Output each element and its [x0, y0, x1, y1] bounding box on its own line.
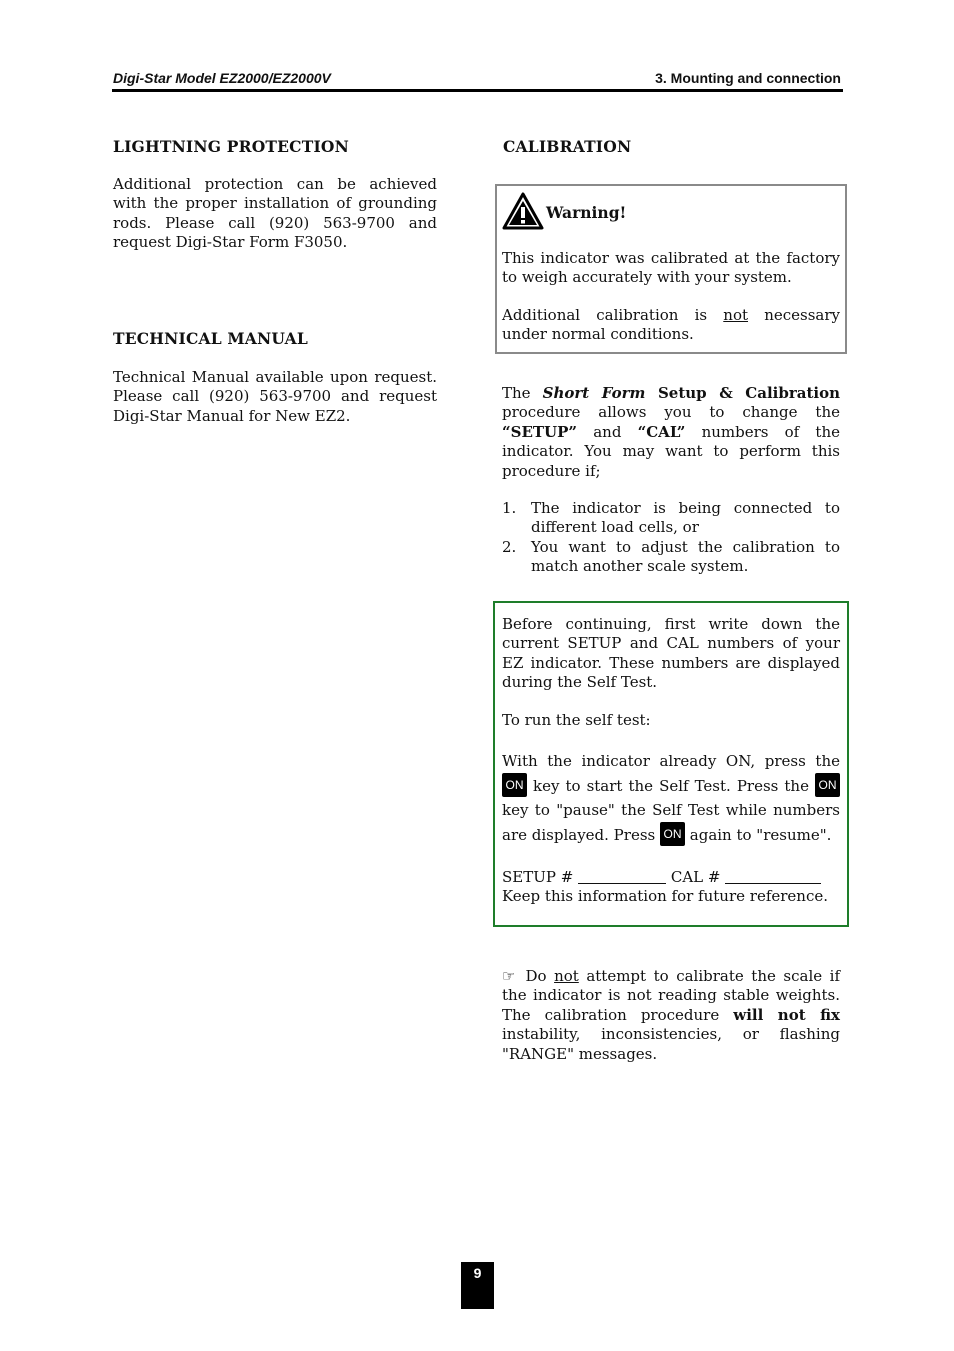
reasons-list: [502, 499, 840, 577]
keep-info-text: Keep this information for future reference.: [502, 887, 829, 905]
setup-cal-record: [502, 868, 840, 887]
warning-title: Warning!: [546, 203, 627, 222]
self-test-label: To run the self test:: [502, 711, 651, 729]
setup-label: SETUP #: [502, 868, 579, 886]
short-form-intro: The Short Form Setup & Calibration procedure allows you to change the “SETUP” and “CAL” numbers of the indicator. You may want to perform this procedure if;: [502, 384, 841, 480]
self-test-instructions: Before continuing, first write down the current SETUP and CAL numbers of your EZ indicator. These numbers are displayed during the Self Test.: [502, 615, 840, 692]
warning-text-1: This indicator was calibrated at the factory to weigh accurately with your system.: [502, 249, 840, 287]
on-key-icon: ON: [502, 773, 527, 797]
emphasis-not: not: [723, 306, 749, 324]
technical-manual-body: Technical Manual available upon request. Please call (920) 563-9700 and request Digi-Star Manual for New EZ2.: [113, 368, 437, 425]
on-key-icon: ON: [660, 822, 685, 846]
pointing-hand-icon: ☞: [502, 967, 516, 985]
lightning-body: Additional protection can be achieved with the proper installation of grounding rods. Please call (920) 563-9700 and request Digi-Star Form F3050.: [113, 175, 437, 252]
header-chapter-title: 3. Mounting and connection: [655, 70, 841, 86]
self-test-steps: With the indicator already ON, press the ON key to start the Self Test. Press the ON key to "pause" the Self Test while numbers are displayed. Press ON again to "resume".: [502, 752, 840, 844]
warning-triangle-icon: [502, 192, 544, 230]
setup-blank-line: [578, 869, 666, 884]
header-rule: [112, 89, 843, 92]
list-item: 2. You want to adjust the calibration to match another scale system.: [502, 537, 840, 576]
list-item: 1. The indicator is being connected to different load cells, or: [502, 499, 840, 537]
cal-blank-line: [725, 869, 821, 884]
warning-text-2: Additional calibration is not necessary under normal conditions.: [502, 306, 840, 344]
calibration-heading: CALIBRATION: [503, 137, 632, 156]
cal-label: CAL #: [666, 868, 726, 886]
calibration-note: ☞ Do not attempt to calibrate the scale if the indicator is not reading stable weights. The calibration procedure will not fix instability, inconsistencies, or flashing "RANGE" messages.: [502, 967, 841, 1063]
on-key-icon: ON: [815, 773, 840, 797]
header-document-title: Digi-Star Model EZ2000/EZ2000V: [113, 70, 331, 86]
technical-manual-heading: TECHNICAL MANUAL: [113, 329, 308, 348]
page-number: 9: [461, 1262, 494, 1309]
lightning-heading: LIGHTNING PROTECTION: [113, 137, 349, 156]
emphasis-not: not: [554, 967, 579, 985]
